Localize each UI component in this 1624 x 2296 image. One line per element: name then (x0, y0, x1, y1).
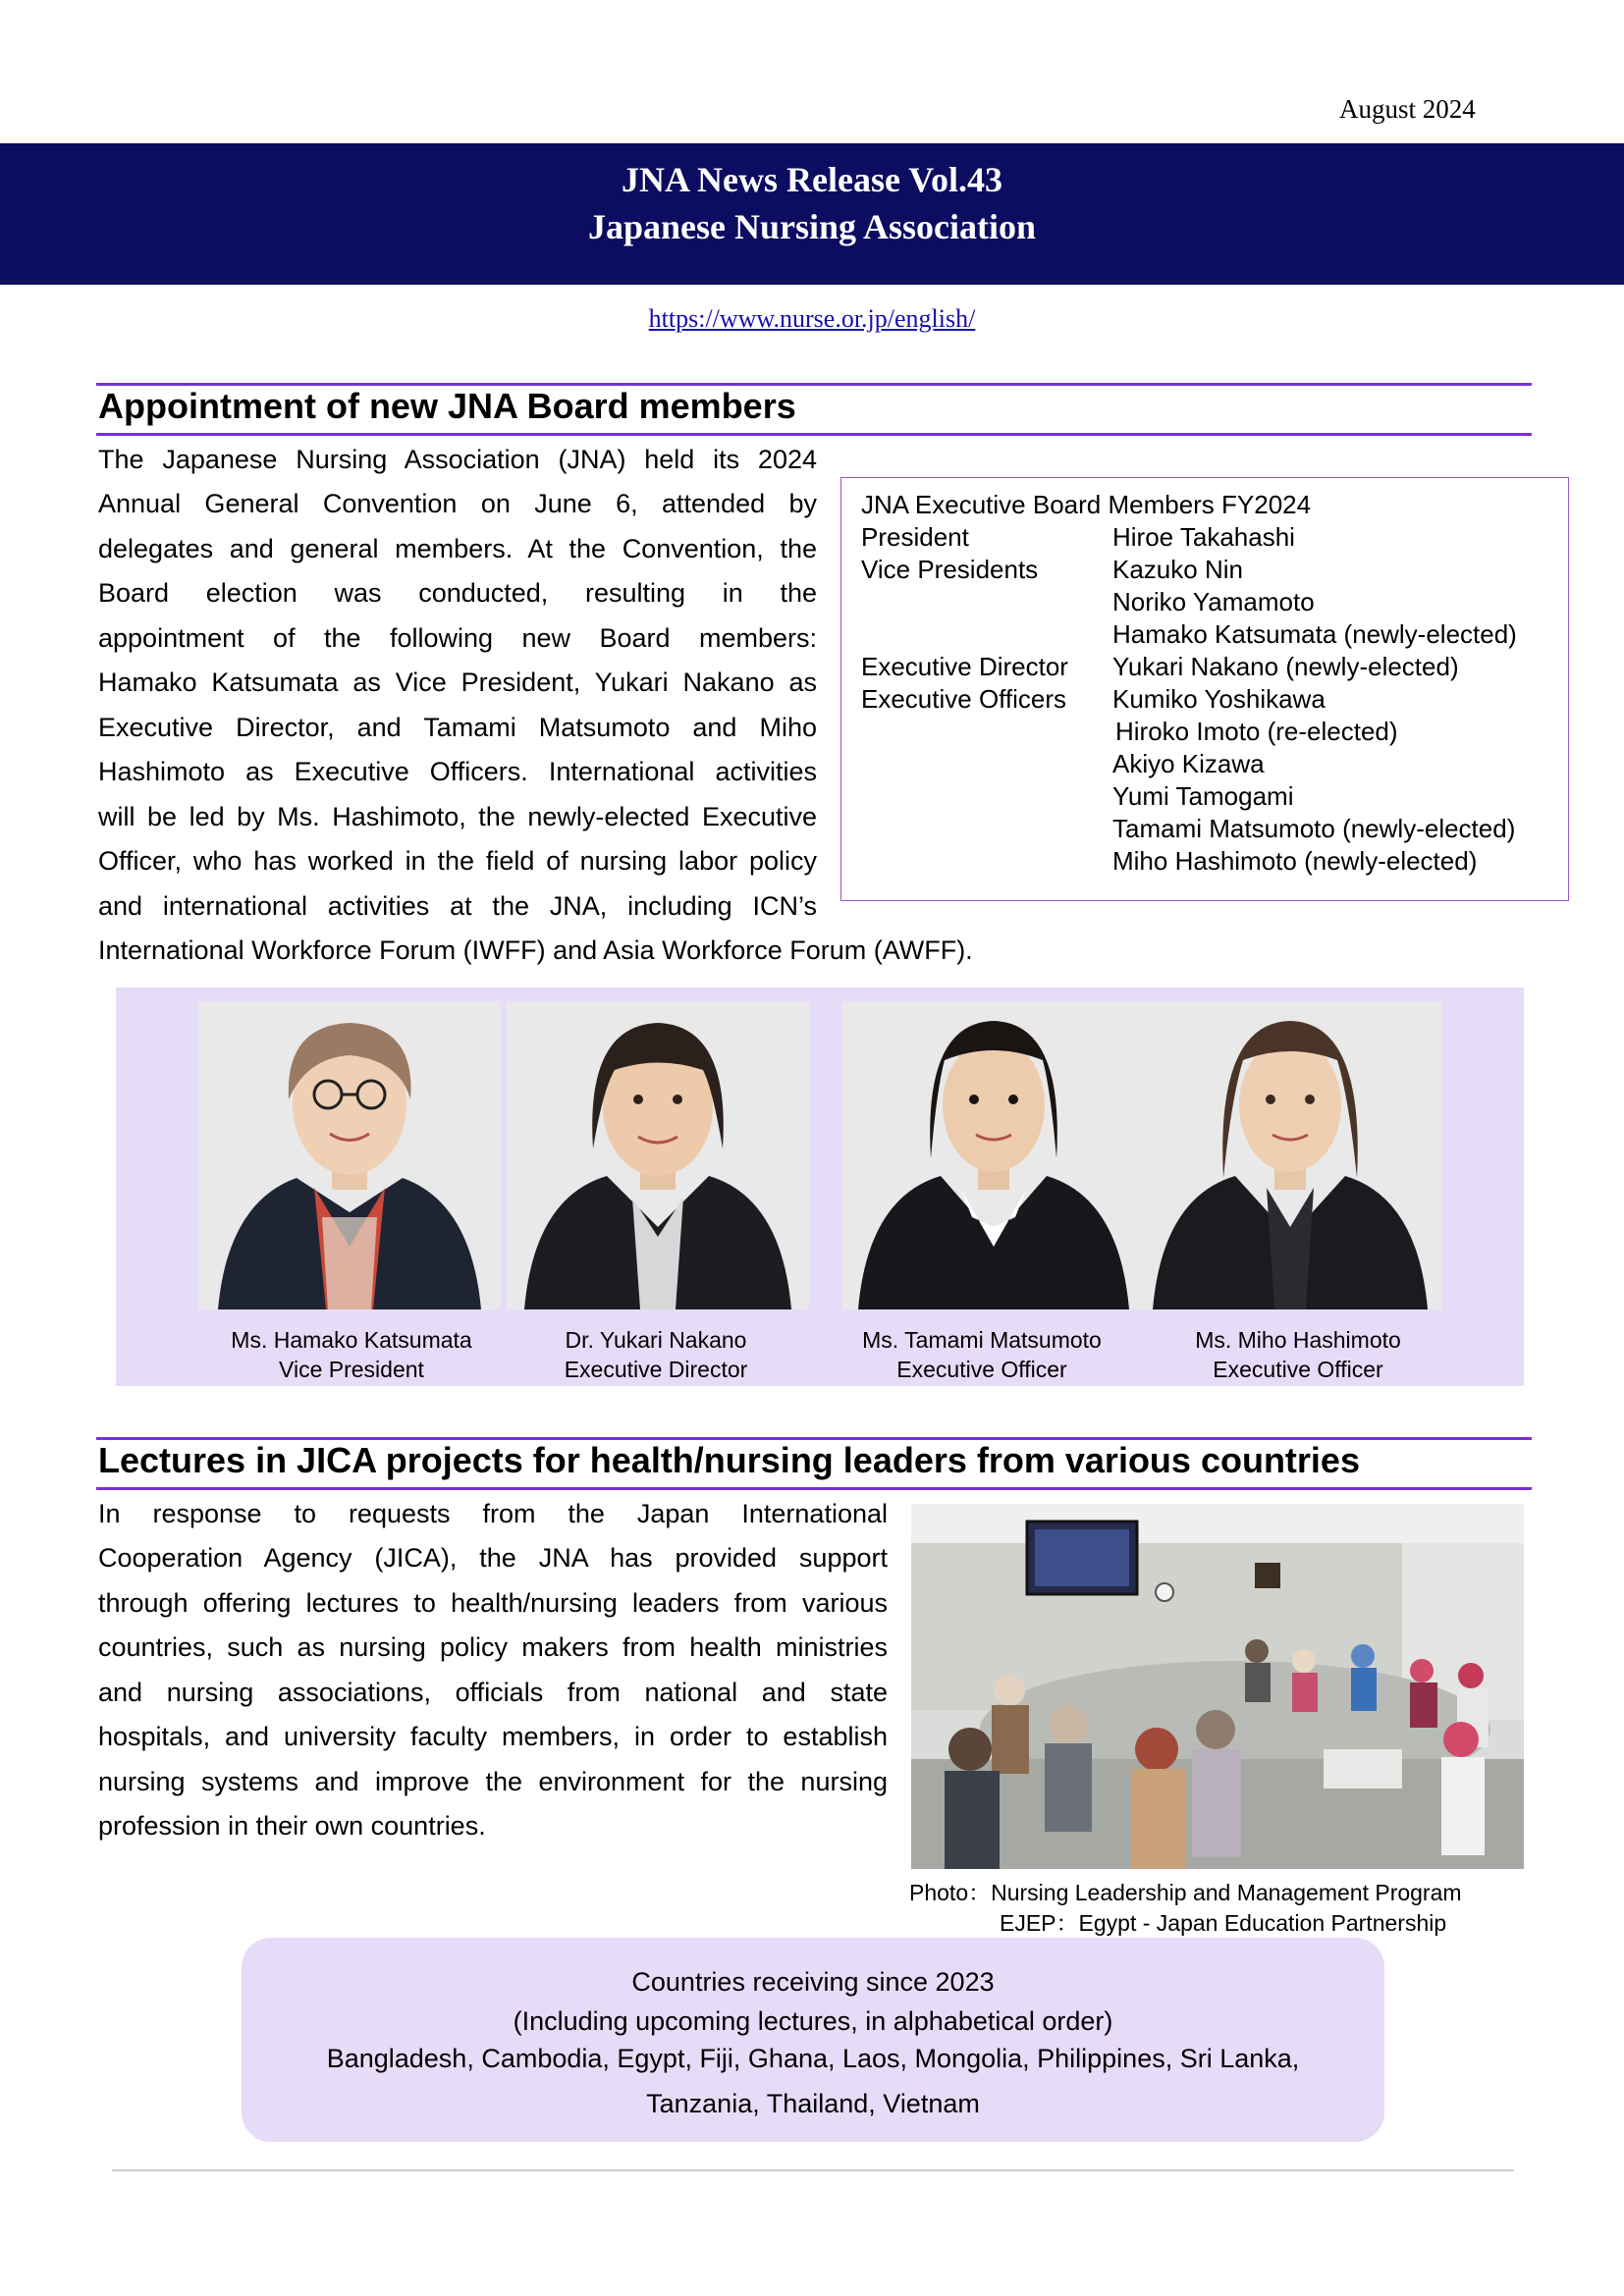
paragraph-line: Board election was conducted, resulting in the (98, 578, 817, 608)
countries-box (242, 1938, 1384, 2142)
portrait-strip (116, 988, 1524, 1386)
portrait-title: Executive Director (564, 1357, 748, 1382)
portrait-photo-matsumoto (842, 1001, 1145, 1309)
board-member-name: Akiyo Kizawa (1112, 749, 1265, 778)
board-role: Executive Director (861, 652, 1068, 681)
paragraph-line: and nursing associations, officials from national and state (98, 1678, 888, 1707)
portrait-title: Vice President (279, 1357, 424, 1382)
portrait-name: Ms. Hamako Katsumata (231, 1327, 472, 1353)
paragraph-line: The Japanese Nursing Association (JNA) held its 2024 (98, 445, 817, 474)
portrait-caption-hashimoto (1141, 1325, 1455, 1384)
paragraph-line: In response to requests from the Japan International (98, 1499, 888, 1528)
countries-list-line: Tanzania, Thailand, Vietnam (646, 2089, 980, 2118)
board-member-name: Yumi Tamogami (1112, 781, 1294, 811)
portrait-title: Executive Officer (896, 1357, 1067, 1382)
portrait-title: Executive Officer (1213, 1357, 1383, 1382)
portrait-photo-nakano (507, 1001, 809, 1309)
organization-name: Japanese Nursing Association (587, 207, 1037, 246)
portrait-photo-katsumata (198, 1001, 501, 1309)
portrait-photo-hashimoto (1139, 1001, 1441, 1309)
board-role: Vice Presidents (861, 555, 1039, 584)
portrait-caption-nakano (499, 1325, 813, 1384)
board-members-box (840, 477, 1569, 901)
paragraph-line: profession in their own countries. (98, 1811, 486, 1841)
paragraph-line: Cooperation Agency (JICA), the JNA has provided support (98, 1543, 888, 1573)
section-divider-bottom (96, 1487, 1532, 1490)
board-member-name: Yukari Nakano (newly-elected) (1112, 652, 1459, 681)
website-link-row (0, 304, 1624, 334)
countries-subtitle: (Including upcoming lectures, in alphabetical order) (513, 2006, 1113, 2036)
website-link[interactable]: https://www.nurse.or.jp/english/ (648, 304, 976, 333)
section-heading-jica: Lectures in JICA projects for health/nursing leaders from various countries (98, 1440, 1360, 1480)
board-box-title: JNA Executive Board Members FY2024 (861, 490, 1312, 519)
board-member-name: Tamami Matsumoto (newly-elected) (1112, 814, 1516, 843)
countries-list-line: Bangladesh, Cambodia, Egypt, Fiji, Ghana, Laos, Mongolia, Philippines, Sri Lanka, (326, 2044, 1300, 2073)
paragraph-line: Hamako Katsumata as Vice President, Yukari Nakano as (98, 667, 817, 697)
paragraph-line: appointment of the following new Board members: (98, 623, 817, 653)
paragraph-line: through offering lectures to health/nursing leaders from various (98, 1588, 888, 1618)
newsletter-title: JNA News Release Vol.43 (622, 160, 1002, 199)
board-member-name: Miho Hashimoto (newly-elected) (1112, 846, 1478, 876)
board-member-name: Hamako Katsumata (newly-elected) (1112, 619, 1517, 649)
paragraph-line: will be led by Ms. Hashimoto, the newly-elected Executive (98, 802, 817, 831)
board-member-name: Hiroe Takahashi (1112, 522, 1295, 552)
photo-caption-program: Photo：Nursing Leadership and Management Program (909, 1880, 1462, 1905)
paragraph-line: Officer, who has worked in the field of nursing labor policy (98, 846, 817, 876)
portrait-name: Ms. Miho Hashimoto (1195, 1327, 1401, 1353)
section-heading-board: Appointment of new JNA Board members (98, 386, 796, 426)
countries-title: Countries receiving since 2023 (631, 1967, 995, 1997)
portrait-caption-katsumata (194, 1325, 509, 1384)
release-date: August 2024 (1339, 94, 1476, 124)
paragraph-line: Executive Director, and Tamami Matsumoto and Miho (98, 713, 817, 742)
paragraph-line: and international activities at the JNA, including ICN’s (98, 891, 817, 921)
paragraph-line: Annual General Convention on June 6, attended by (98, 489, 817, 518)
section-divider-bottom (96, 433, 1532, 436)
header-banner (0, 143, 1624, 285)
portrait-name: Ms. Tamami Matsumoto (862, 1327, 1102, 1353)
board-role: President (861, 522, 969, 552)
board-member-name: Hiroko Imoto (re-elected) (1115, 717, 1398, 746)
meeting-photo (911, 1504, 1524, 1869)
paragraph-line: nursing systems and improve the environment for the nursing (98, 1767, 888, 1796)
paragraph-line: International Workforce Forum (IWFF) and Asia Workforce Forum (AWFF). (98, 935, 973, 965)
board-member-name: Kazuko Nin (1112, 555, 1243, 584)
board-member-name: Kumiko Yoshikawa (1112, 684, 1326, 714)
paragraph-line: countries, such as nursing policy makers from health ministries (98, 1632, 888, 1662)
paragraph-line: delegates and general members. At the Convention, the (98, 534, 817, 563)
board-member-name: Noriko Yamamoto (1112, 587, 1315, 616)
portrait-caption-matsumoto (825, 1325, 1139, 1384)
paragraph-line: Hashimoto as Executive Officers. International activities (98, 757, 817, 786)
board-role: Executive Officers (861, 684, 1067, 714)
footer-divider (112, 2169, 1514, 2171)
paragraph-line: hospitals, and university faculty members, in order to establish (98, 1722, 888, 1751)
portrait-name: Dr. Yukari Nakano (565, 1327, 747, 1353)
photo-caption-ejep: EJEP：Egypt - Japan Education Partnership (1000, 1910, 1447, 1936)
